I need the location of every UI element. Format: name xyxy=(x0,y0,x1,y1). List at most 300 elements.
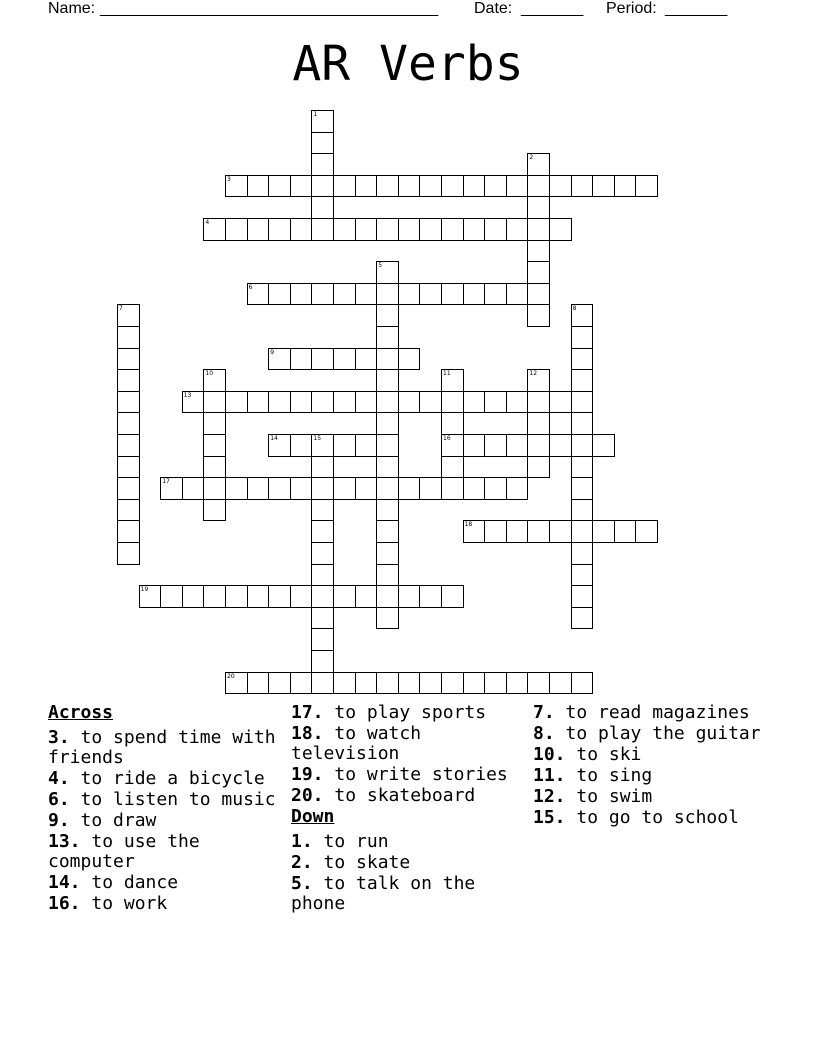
grid-cell[interactable] xyxy=(376,304,399,327)
grid-cell[interactable] xyxy=(463,672,486,695)
grid-cell[interactable] xyxy=(311,672,334,695)
grid-cell[interactable] xyxy=(376,607,399,630)
grid-cell[interactable] xyxy=(117,326,140,349)
grid-cell[interactable] xyxy=(571,326,594,349)
clue-text: to watch television xyxy=(291,723,422,764)
grid-cell[interactable] xyxy=(376,456,399,479)
grid-cell[interactable] xyxy=(203,391,226,414)
grid-cell[interactable] xyxy=(549,520,572,543)
clue-number: 4 xyxy=(205,219,210,226)
grid-cell[interactable] xyxy=(463,391,486,414)
grid-cell[interactable] xyxy=(182,391,205,414)
grid-cell[interactable] xyxy=(182,477,205,500)
grid-cell[interactable] xyxy=(311,477,334,500)
clue-item xyxy=(291,703,521,723)
grid-cell[interactable] xyxy=(398,283,421,306)
grid-cell[interactable] xyxy=(419,391,442,414)
grid-cell[interactable] xyxy=(333,672,356,695)
grid-cell[interactable] xyxy=(268,175,291,198)
grid-cell[interactable] xyxy=(441,283,464,306)
clue-text: to play the guitar xyxy=(565,723,761,744)
grid-cell[interactable] xyxy=(527,175,550,198)
grid-cell[interactable] xyxy=(527,304,550,327)
grid-cell[interactable] xyxy=(333,348,356,371)
grid-cell[interactable] xyxy=(484,391,507,414)
grid-cell[interactable] xyxy=(376,542,399,565)
grid-cell[interactable] xyxy=(527,434,550,457)
grid-cell[interactable] xyxy=(376,520,399,543)
grid-cell[interactable] xyxy=(376,564,399,587)
date-label: Date: xyxy=(474,0,513,17)
clue-text: to play sports xyxy=(334,702,487,723)
clue-number-label: 1. xyxy=(291,831,313,852)
grid-cell[interactable] xyxy=(117,369,140,392)
grid-cell[interactable] xyxy=(333,477,356,500)
grid-cell[interactable] xyxy=(268,348,291,371)
grid-cell[interactable] xyxy=(571,304,594,327)
clue-text: to spend time with friends xyxy=(48,727,276,768)
clue-item xyxy=(48,728,288,768)
grid-cell[interactable] xyxy=(376,477,399,500)
grid-cell[interactable] xyxy=(614,175,637,198)
clue-number: 14 xyxy=(270,435,278,442)
grid-cell[interactable] xyxy=(117,348,140,371)
grid-cell[interactable] xyxy=(333,218,356,241)
grid-cell[interactable] xyxy=(376,348,399,371)
clue-text: to sing xyxy=(576,765,653,786)
clue-number: 1 xyxy=(313,111,318,118)
clue-number-label: 18. xyxy=(291,723,324,744)
grid-cell[interactable] xyxy=(333,175,356,198)
grid-cell[interactable] xyxy=(117,456,140,479)
clue-number: 20 xyxy=(227,672,235,680)
grid-cell[interactable] xyxy=(333,391,356,414)
grid-cell[interactable] xyxy=(355,434,378,457)
grid-cell[interactable] xyxy=(398,391,421,414)
grid-cell[interactable] xyxy=(203,456,226,479)
clue-item xyxy=(48,769,288,789)
clue-number: 10 xyxy=(205,370,214,378)
grid-cell[interactable] xyxy=(635,520,658,543)
grid-cell[interactable] xyxy=(398,477,421,500)
clue-item xyxy=(533,787,783,807)
grid-cell[interactable] xyxy=(268,283,291,306)
clue-item xyxy=(533,808,783,828)
grid-cell[interactable] xyxy=(355,283,378,306)
grid-cell[interactable] xyxy=(290,477,313,500)
grid-cell[interactable] xyxy=(376,434,399,457)
grid-cell[interactable] xyxy=(441,412,464,435)
grid-cell[interactable] xyxy=(441,369,464,392)
grid-cell[interactable] xyxy=(484,434,507,457)
clue-number: 2 xyxy=(529,154,534,162)
grid-cell[interactable] xyxy=(571,672,594,695)
grid-cell[interactable] xyxy=(441,175,464,198)
clue-number-label: 15. xyxy=(533,807,566,828)
clues-column-2 xyxy=(291,703,521,915)
grid-cell[interactable] xyxy=(549,175,572,198)
grid-cell[interactable] xyxy=(355,477,378,500)
clue-number-label: 9. xyxy=(48,810,70,831)
grid-cell[interactable] xyxy=(376,283,399,306)
grid-cell[interactable] xyxy=(571,391,594,414)
grid-cell[interactable] xyxy=(290,585,313,608)
grid-cell[interactable] xyxy=(268,391,291,414)
grid-cell[interactable] xyxy=(506,283,529,306)
clue-number: 5 xyxy=(378,262,383,270)
clue-text: to dance xyxy=(91,872,179,893)
clue-text: to skate xyxy=(323,852,411,873)
grid-cell[interactable] xyxy=(419,477,442,500)
grid-cell[interactable] xyxy=(571,348,594,371)
grid-cell[interactable] xyxy=(549,672,572,695)
clue-number-label: 6. xyxy=(48,789,70,810)
grid-cell[interactable] xyxy=(571,456,594,479)
clue-number-label: 17. xyxy=(291,702,324,723)
clue-text: to talk on the phone xyxy=(291,873,476,914)
grid-cell[interactable] xyxy=(441,391,464,414)
grid-cell[interactable] xyxy=(290,175,313,198)
grid-cell[interactable] xyxy=(311,650,334,673)
grid-cell[interactable] xyxy=(268,477,291,500)
grid-cell[interactable] xyxy=(247,391,270,414)
grid-cell[interactable] xyxy=(290,348,313,371)
clue-item xyxy=(48,832,288,872)
grid-cell[interactable] xyxy=(398,585,421,608)
clue-number: 12 xyxy=(529,370,538,378)
clue-item xyxy=(533,724,783,744)
grid-cell[interactable] xyxy=(376,672,399,695)
name-label: Name: xyxy=(48,0,96,17)
grid-cell[interactable] xyxy=(463,218,486,241)
grid-cell[interactable] xyxy=(311,110,334,133)
grid-cell[interactable] xyxy=(225,218,248,241)
grid-cell[interactable] xyxy=(117,477,140,500)
clue-item xyxy=(291,853,521,873)
grid-cell[interactable] xyxy=(311,585,334,608)
grid-cell[interactable] xyxy=(311,153,334,176)
grid-cell[interactable] xyxy=(635,175,658,198)
grid-cell[interactable] xyxy=(571,542,594,565)
grid-cell[interactable] xyxy=(117,412,140,435)
grid-cell[interactable] xyxy=(527,412,550,435)
grid-cell[interactable] xyxy=(592,175,615,198)
clue-number-label: 4. xyxy=(48,768,70,789)
grid-cell[interactable] xyxy=(355,391,378,414)
down-clues-part-1 xyxy=(291,832,521,914)
grid-cell[interactable] xyxy=(549,218,572,241)
grid-cell[interactable] xyxy=(441,585,464,608)
grid-cell[interactable] xyxy=(376,499,399,522)
grid-cell[interactable] xyxy=(376,261,399,284)
grid-cell[interactable] xyxy=(571,607,594,630)
grid-cell[interactable] xyxy=(376,175,399,198)
grid-cell[interactable] xyxy=(463,477,486,500)
grid-cell[interactable] xyxy=(333,434,356,457)
grid-cell[interactable] xyxy=(247,175,270,198)
grid-cell[interactable] xyxy=(311,175,334,198)
clue-item xyxy=(48,790,288,810)
grid-cell[interactable] xyxy=(290,283,313,306)
clue-item xyxy=(533,766,783,786)
grid-cell[interactable] xyxy=(463,283,486,306)
clue-number: 7 xyxy=(119,305,123,313)
grid-cell[interactable] xyxy=(355,175,378,198)
grid-cell[interactable] xyxy=(419,218,442,241)
clue-number-label: 13. xyxy=(48,831,81,852)
clues-column-3 xyxy=(533,703,783,829)
grid-cell[interactable] xyxy=(571,175,594,198)
grid-cell[interactable] xyxy=(268,218,291,241)
grid-cell[interactable] xyxy=(290,218,313,241)
grid-cell[interactable] xyxy=(311,196,334,219)
clue-number-label: 12. xyxy=(533,786,566,807)
grid-cell[interactable] xyxy=(311,456,334,479)
grid-cell[interactable] xyxy=(117,520,140,543)
grid-cell[interactable] xyxy=(506,218,529,241)
grid-cell[interactable] xyxy=(419,672,442,695)
grid-cell[interactable] xyxy=(311,391,334,414)
grid-cell[interactable] xyxy=(203,585,226,608)
grid-cell[interactable] xyxy=(463,175,486,198)
grid-cell[interactable] xyxy=(571,585,594,608)
grid-cell[interactable] xyxy=(506,672,529,695)
grid-cell[interactable] xyxy=(571,564,594,587)
clue-number-label: 3. xyxy=(48,727,70,748)
grid-cell[interactable] xyxy=(527,520,550,543)
grid-cell[interactable] xyxy=(203,412,226,435)
clue-number: 18 xyxy=(464,521,473,529)
grid-cell[interactable] xyxy=(398,218,421,241)
grid-cell[interactable] xyxy=(268,672,291,695)
grid-cell[interactable] xyxy=(160,477,183,500)
clue-text: to run xyxy=(323,831,389,852)
clue-number-label: 14. xyxy=(48,872,81,893)
clue-item xyxy=(291,874,521,914)
grid-cell[interactable] xyxy=(117,542,140,565)
grid-cell[interactable] xyxy=(506,520,529,543)
grid-cell[interactable] xyxy=(311,283,334,306)
clue-number-label: 10. xyxy=(533,744,566,765)
grid-cell[interactable] xyxy=(311,499,334,522)
grid-cell[interactable] xyxy=(419,283,442,306)
grid-cell[interactable] xyxy=(398,175,421,198)
grid-cell[interactable] xyxy=(527,261,550,284)
grid-cell[interactable] xyxy=(484,520,507,543)
grid-cell[interactable] xyxy=(527,369,550,392)
grid-cell[interactable] xyxy=(376,218,399,241)
grid-cell[interactable] xyxy=(333,283,356,306)
clue-number: 17 xyxy=(162,478,170,486)
grid-cell[interactable] xyxy=(571,369,594,392)
grid-cell[interactable] xyxy=(571,499,594,522)
grid-cell[interactable] xyxy=(311,564,334,587)
grid-cell[interactable] xyxy=(117,304,140,327)
grid-cell[interactable] xyxy=(355,348,378,371)
grid-cell[interactable] xyxy=(527,196,550,219)
grid-cell[interactable] xyxy=(225,672,248,695)
grid-cell[interactable] xyxy=(419,175,442,198)
grid-cell[interactable] xyxy=(484,175,507,198)
grid-cell[interactable] xyxy=(376,369,399,392)
grid-cell[interactable] xyxy=(527,218,550,241)
clue-number: 8 xyxy=(572,305,577,313)
clue-text: to work xyxy=(91,893,168,914)
grid-cell[interactable] xyxy=(527,391,550,414)
grid-cell[interactable] xyxy=(225,585,248,608)
period-label: Period: xyxy=(606,0,657,17)
grid-cell[interactable] xyxy=(506,477,529,500)
grid-cell[interactable] xyxy=(549,391,572,414)
down-heading: Down xyxy=(291,806,335,827)
clue-number: 15 xyxy=(313,435,322,442)
grid-cell[interactable] xyxy=(311,132,334,155)
grid-cell[interactable] xyxy=(290,672,313,695)
grid-cell[interactable] xyxy=(506,391,529,414)
grid-cell[interactable] xyxy=(571,412,594,435)
clue-text: to skateboard xyxy=(334,785,476,806)
grid-cell[interactable] xyxy=(484,477,507,500)
grid-cell[interactable] xyxy=(506,434,529,457)
grid-cell[interactable] xyxy=(527,672,550,695)
clue-item xyxy=(48,811,288,831)
grid-cell[interactable] xyxy=(311,628,334,651)
clue-text: to write stories xyxy=(334,764,508,785)
clue-item xyxy=(291,786,521,806)
clue-item xyxy=(291,724,521,764)
clue-text: to ski xyxy=(576,744,642,765)
grid-cell[interactable] xyxy=(160,585,183,608)
grid-cell[interactable] xyxy=(117,434,140,457)
grid-cell[interactable] xyxy=(484,283,507,306)
grid-cell[interactable] xyxy=(398,672,421,695)
grid-cell[interactable] xyxy=(376,391,399,414)
grid-cell[interactable] xyxy=(311,434,334,457)
grid-cell[interactable] xyxy=(527,240,550,263)
clue-number-label: 11. xyxy=(533,765,566,786)
clue-number-label: 20. xyxy=(291,785,324,806)
grid-cell[interactable] xyxy=(290,391,313,414)
grid-cell[interactable] xyxy=(311,542,334,565)
clue-item xyxy=(291,832,521,852)
grid-cell[interactable] xyxy=(247,672,270,695)
period-blank[interactable]: _______ xyxy=(665,0,728,17)
grid-cell[interactable] xyxy=(355,672,378,695)
grid-cell[interactable] xyxy=(203,218,226,241)
grid-cell[interactable] xyxy=(484,218,507,241)
grid-cell[interactable] xyxy=(376,326,399,349)
clue-number: 11 xyxy=(443,370,451,378)
grid-cell[interactable] xyxy=(311,348,334,371)
grid-cell[interactable] xyxy=(355,585,378,608)
grid-cell[interactable] xyxy=(290,434,313,457)
grid-cell[interactable] xyxy=(247,477,270,500)
grid-cell[interactable] xyxy=(441,218,464,241)
grid-cell[interactable] xyxy=(484,672,507,695)
grid-cell[interactable] xyxy=(311,520,334,543)
grid-cell[interactable] xyxy=(182,585,205,608)
grid-cell[interactable] xyxy=(117,391,140,414)
clue-text: to draw xyxy=(80,810,157,831)
clue-item xyxy=(533,745,783,765)
grid-cell[interactable] xyxy=(463,434,486,457)
grid-cell[interactable] xyxy=(376,585,399,608)
clues-column-1 xyxy=(48,703,288,915)
grid-cell[interactable] xyxy=(571,477,594,500)
clue-text: to ride a bicycle xyxy=(80,768,265,789)
grid-cell[interactable] xyxy=(441,672,464,695)
clue-number-label: 2. xyxy=(291,852,313,873)
grid-cell[interactable] xyxy=(225,477,248,500)
clue-text: to go to school xyxy=(576,807,739,828)
grid-cell[interactable] xyxy=(225,175,248,198)
grid-cell[interactable] xyxy=(203,477,226,500)
clue-text: to read magazines xyxy=(565,702,750,723)
grid-cell[interactable] xyxy=(247,585,270,608)
grid-cell[interactable] xyxy=(549,434,572,457)
grid-cell[interactable] xyxy=(376,412,399,435)
clue-number: 3 xyxy=(227,175,231,183)
grid-cell[interactable] xyxy=(203,369,226,392)
across-heading: Across xyxy=(48,702,114,723)
grid-cell[interactable] xyxy=(527,456,550,479)
grid-cell[interactable] xyxy=(333,585,356,608)
date-blank[interactable]: _______ xyxy=(521,0,584,17)
grid-cell[interactable] xyxy=(419,585,442,608)
grid-cell[interactable] xyxy=(571,520,594,543)
grid-cell[interactable] xyxy=(203,434,226,457)
grid-cell[interactable] xyxy=(311,607,334,630)
grid-cell[interactable] xyxy=(614,520,637,543)
clue-text: to use the computer xyxy=(48,831,200,872)
clue-number: 13 xyxy=(183,391,192,399)
grid-cell[interactable] xyxy=(441,456,464,479)
page-title: AR Verbs xyxy=(292,36,524,92)
clue-item xyxy=(48,894,288,914)
clue-number-label: 16. xyxy=(48,893,81,914)
clue-number: 16 xyxy=(443,435,451,442)
grid-cell[interactable] xyxy=(311,218,334,241)
grid-cell[interactable] xyxy=(571,434,594,457)
clue-number-label: 19. xyxy=(291,764,324,785)
grid-cell[interactable] xyxy=(139,585,162,608)
grid-cell[interactable] xyxy=(225,391,248,414)
grid-cell[interactable] xyxy=(527,283,550,306)
grid-cell[interactable] xyxy=(117,499,140,522)
grid-cell[interactable] xyxy=(355,218,378,241)
grid-cell[interactable] xyxy=(203,499,226,522)
grid-cell[interactable] xyxy=(398,348,421,371)
grid-cell[interactable] xyxy=(441,477,464,500)
grid-cell[interactable] xyxy=(463,520,486,543)
grid-cell[interactable] xyxy=(268,434,291,457)
clue-item xyxy=(291,765,521,785)
grid-cell[interactable] xyxy=(268,585,291,608)
clue-item xyxy=(533,703,783,723)
grid-cell[interactable] xyxy=(506,175,529,198)
clue-number: 9 xyxy=(270,348,275,356)
grid-cell[interactable] xyxy=(592,520,615,543)
clue-number: 19 xyxy=(140,586,149,594)
name-blank[interactable]: ______________________________________ xyxy=(100,0,439,17)
clue-text: to listen to music xyxy=(80,789,276,810)
grid-cell[interactable] xyxy=(247,283,270,306)
grid-cell[interactable] xyxy=(247,218,270,241)
grid-cell[interactable] xyxy=(441,434,464,457)
grid-cell[interactable] xyxy=(527,153,550,176)
clue-item xyxy=(48,873,288,893)
grid-cell[interactable] xyxy=(592,434,615,457)
